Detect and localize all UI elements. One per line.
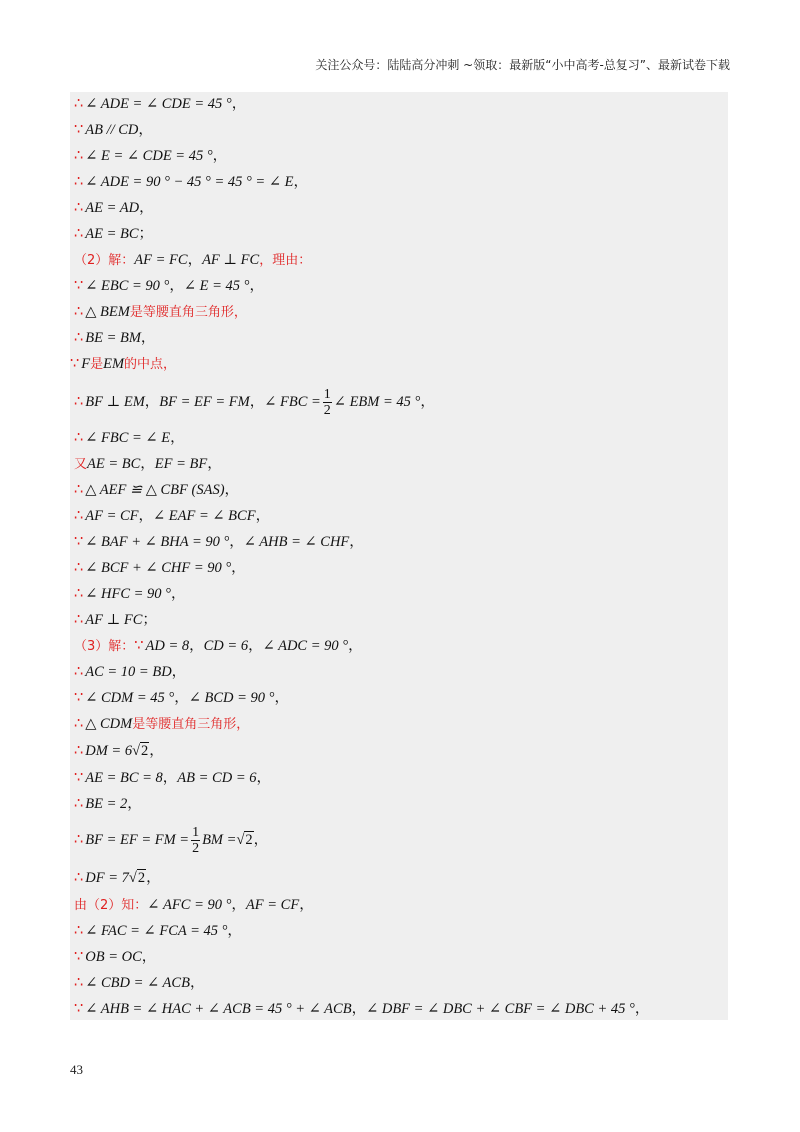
therefore-symbol: ∴: [74, 796, 84, 812]
therefore-symbol: ∴: [74, 612, 84, 628]
page-number: 43: [70, 1062, 83, 1077]
solution-line: ∴ AE = BC；: [74, 226, 154, 242]
fraction: $\frac{1}{2}$: [192, 825, 200, 857]
solution-line: ∴ △ CDM是等腰直角三角形，: [74, 716, 250, 732]
solution-line: ∴ AF ⊥ FC；: [74, 612, 157, 628]
solution-line: ∴ ∠ FAC = ∠ FCA = 45 °，: [74, 923, 242, 939]
therefore-symbol: ∴: [74, 482, 84, 498]
solution-line: ∴ ∠ E = ∠ CDE = 45 °，: [74, 148, 228, 164]
solution-content: [70, 92, 728, 1020]
therefore-symbol: ∴: [74, 200, 84, 216]
solution-line: ∵ AB // CD，: [74, 122, 153, 138]
solution-line: ∴ △ BEM是等腰直角三角形，: [74, 304, 247, 320]
because-symbol: ∵: [74, 949, 84, 965]
solution-line: ∴ ∠ ADE = ∠ CDE = 45 °，: [74, 96, 247, 112]
therefore-symbol: ∴: [74, 586, 84, 602]
solution-line: 由（2）知：∠ AFC = 90 °，AF = CF，: [74, 897, 314, 913]
therefore-symbol: ∴: [74, 304, 84, 320]
therefore-symbol: ∴: [74, 430, 84, 446]
part-label: （3）解：: [74, 639, 135, 654]
solution-line: ∴ BE = BM，: [74, 330, 156, 346]
fraction: $\frac{1}{2}$: [323, 387, 331, 419]
therefore-symbol: ∴: [74, 226, 84, 242]
therefore-symbol: ∴: [74, 975, 84, 991]
solution-line: ∵ ∠ CDM = 45 °，∠ BCD = 90 °，: [74, 690, 289, 706]
solution-line: 又AE = BC，EF = BF，: [74, 456, 222, 472]
therefore-symbol: ∴: [74, 923, 84, 939]
solution-line: ∴ BF ⊥ EM，BF = EF = FM，∠ FBC = $\frac{1}{2}$ ∠ EBM = 45 °，: [74, 387, 435, 419]
therefore-symbol: ∴: [74, 870, 84, 886]
solution-line: ∴ AF = CF，∠ EAF = ∠ BCF，: [74, 508, 271, 524]
solution-line: ∵ AE = BC = 8，AB = CD = 6，: [74, 770, 271, 786]
solution-line: ∵ ∠ AHB = ∠ HAC + ∠ ACB = 45 ° + ∠ ACB，∠ DBF = ∠ DBC + ∠ CBF = ∠ DBC + 45 °，: [74, 1001, 650, 1017]
solution-line: ∵ F是EM的中点，: [70, 356, 177, 372]
also-label: 又: [74, 457, 88, 472]
therefore-symbol: ∴: [74, 560, 84, 576]
because-symbol: ∵: [74, 690, 84, 706]
square-root: √2: [128, 870, 146, 886]
solution-line: ∵ ∠ EBC = 90 °，∠ E = 45 °，: [74, 278, 264, 294]
because-symbol: ∵: [74, 534, 84, 550]
therefore-symbol: ∴: [74, 508, 84, 524]
because-symbol: ∵: [74, 278, 84, 294]
solution-line: ∴ AE = AD，: [74, 200, 154, 216]
therefore-symbol: ∴: [74, 330, 84, 346]
therefore-symbol: ∴: [74, 394, 84, 410]
because-symbol: ∵: [74, 770, 84, 786]
therefore-symbol: ∴: [74, 832, 84, 848]
therefore-symbol: ∴: [74, 148, 84, 164]
solution-line: （3）解：∵ AD = 8，CD = 6，∠ ADC = 90 °，: [74, 638, 363, 654]
because-symbol: ∵: [74, 1001, 84, 1017]
because-symbol: ∵: [70, 356, 80, 372]
solution-line: ∴ ∠ HFC = 90 °，: [74, 586, 186, 602]
solution-line: ∵ OB = OC，: [74, 949, 157, 965]
because-symbol: ∵: [134, 638, 144, 654]
solution-line: ∵ ∠ BAF + ∠ BHA = 90 °，∠ AHB = ∠ CHF，: [74, 534, 364, 550]
solution-line: ∴ BF = EF = FM = $\frac{1}{2}$ BM =√2，: [74, 825, 269, 857]
therefore-symbol: ∴: [74, 96, 84, 112]
square-root: √2: [132, 743, 149, 759]
square-root: √2: [236, 832, 253, 848]
solution-line: ∴ DF = 7√2，: [74, 870, 161, 886]
part-label: （2）解：: [74, 253, 135, 268]
solution-line: ∴ ∠ ADE = 90 ° − 45 ° = 45 ° = ∠ E，: [74, 174, 308, 190]
solution-line: ∴ AC = 10 = BD，: [74, 664, 187, 680]
solution-line: ∴ ∠ FBC = ∠ E，: [74, 430, 185, 446]
solution-line: ∴ ∠ CBD = ∠ ACB，: [74, 975, 205, 991]
reference-label: 由（2）知：: [74, 898, 148, 913]
therefore-symbol: ∴: [74, 174, 84, 190]
because-symbol: ∵: [74, 122, 84, 138]
therefore-symbol: ∴: [74, 716, 84, 732]
solution-line: ∴ DM = 6√2，: [74, 743, 164, 759]
solution-line: ∴ ∠ BCF + ∠ CHF = 90 °，: [74, 560, 246, 576]
therefore-symbol: ∴: [74, 743, 84, 759]
solution-line: ∴ △ AEF ≌ △ CBF (SAS)，: [74, 482, 240, 498]
page-header: 关注公众号：陆陆高分冲刺 ~领取：最新版“小中高考-总复习”、最新试卷下载: [315, 58, 730, 72]
solution-line: ∴ BE = 2，: [74, 796, 142, 812]
therefore-symbol: ∴: [74, 664, 84, 680]
solution-line: （2）解：AF = FC，AF ⊥ FC，理由：: [74, 252, 312, 268]
